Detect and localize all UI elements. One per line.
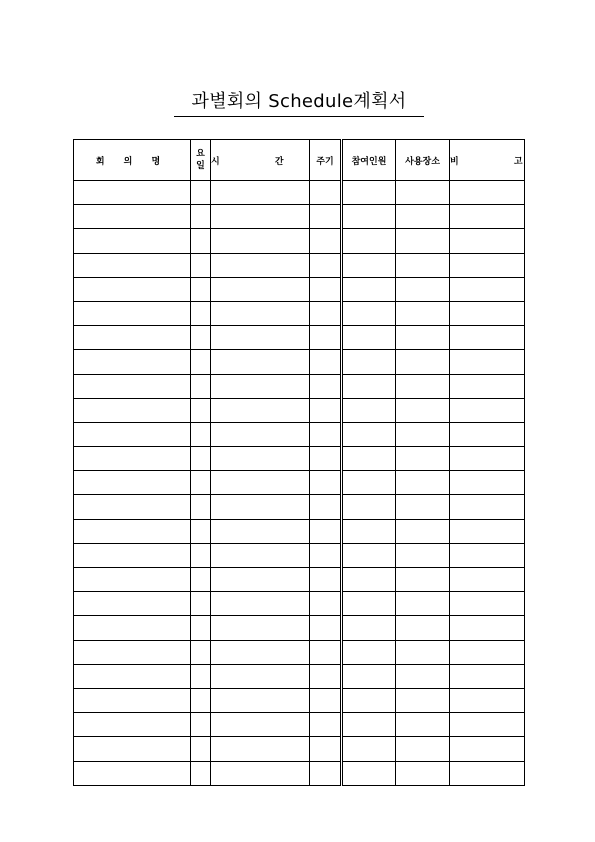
cell-day[interactable]: [191, 592, 211, 616]
table-row: [74, 326, 525, 350]
cell-attendees[interactable]: [342, 398, 396, 422]
cell-remarks[interactable]: [450, 326, 525, 350]
cell-meeting-name[interactable]: [74, 519, 191, 543]
cell-day[interactable]: [191, 495, 211, 519]
table-row: [74, 664, 525, 688]
header-day-top: 요: [196, 149, 205, 159]
cell-day[interactable]: [191, 713, 211, 737]
cell-meeting-name[interactable]: [74, 616, 191, 640]
cell-cycle[interactable]: [310, 616, 342, 640]
cell-cycle[interactable]: [310, 422, 342, 446]
cell-location[interactable]: [396, 543, 450, 567]
table-row: [74, 253, 525, 277]
cell-day[interactable]: [191, 229, 211, 253]
cell-attendees[interactable]: [342, 422, 396, 446]
cell-day[interactable]: [191, 374, 211, 398]
cell-meeting-name[interactable]: [74, 277, 191, 301]
table-row: [74, 398, 525, 422]
cell-time[interactable]: [211, 568, 310, 592]
document-title: 과별회의 Schedule계획서: [174, 89, 424, 117]
cell-meeting-name[interactable]: [74, 495, 191, 519]
cell-attendees[interactable]: [342, 568, 396, 592]
cell-attendees[interactable]: [342, 181, 396, 205]
cell-cycle[interactable]: [310, 229, 342, 253]
cell-day[interactable]: [191, 568, 211, 592]
cell-location[interactable]: [396, 374, 450, 398]
cell-day[interactable]: [191, 519, 211, 543]
table-row: [74, 713, 525, 737]
cell-location[interactable]: [396, 422, 450, 446]
table-row: [74, 229, 525, 253]
cell-time[interactable]: [211, 616, 310, 640]
cell-remarks[interactable]: [450, 616, 525, 640]
cell-remarks[interactable]: [450, 229, 525, 253]
cell-remarks[interactable]: [450, 761, 525, 785]
cell-day[interactable]: [191, 543, 211, 567]
cell-cycle[interactable]: [310, 301, 342, 325]
table-row: [74, 374, 525, 398]
cell-remarks[interactable]: [450, 447, 525, 471]
table-row: [74, 301, 525, 325]
cell-time[interactable]: [211, 737, 310, 761]
table-row: [74, 181, 525, 205]
table-row: [74, 350, 525, 374]
table-row: [74, 471, 525, 495]
cell-day[interactable]: [191, 253, 211, 277]
cell-cycle[interactable]: [310, 495, 342, 519]
cell-cycle[interactable]: [310, 398, 342, 422]
cell-attendees[interactable]: [342, 616, 396, 640]
cell-remarks[interactable]: [450, 592, 525, 616]
cell-attendees[interactable]: [342, 350, 396, 374]
cell-cycle[interactable]: [310, 519, 342, 543]
cell-location[interactable]: [396, 737, 450, 761]
cell-time[interactable]: [211, 519, 310, 543]
table-row: [74, 640, 525, 664]
cell-day[interactable]: [191, 398, 211, 422]
table-row: [74, 543, 525, 567]
cell-cycle[interactable]: [310, 277, 342, 301]
table-header-row: [74, 140, 525, 181]
cell-location[interactable]: [396, 229, 450, 253]
cell-meeting-name[interactable]: [74, 447, 191, 471]
cell-time[interactable]: [211, 326, 310, 350]
cell-remarks[interactable]: [450, 253, 525, 277]
cell-meeting-name[interactable]: [74, 326, 191, 350]
table-row: [74, 495, 525, 519]
cell-meeting-name[interactable]: [74, 664, 191, 688]
header-day-bottom: 일: [196, 161, 205, 171]
cell-time[interactable]: [211, 422, 310, 446]
cell-attendees[interactable]: [342, 205, 396, 229]
cell-time[interactable]: [211, 229, 310, 253]
header-meeting-name: 회 의 명: [74, 140, 191, 181]
cell-time[interactable]: [211, 592, 310, 616]
cell-attendees[interactable]: [342, 253, 396, 277]
cell-attendees[interactable]: [342, 277, 396, 301]
cell-meeting-name[interactable]: [74, 471, 191, 495]
cell-attendees[interactable]: [342, 519, 396, 543]
cell-time[interactable]: [211, 277, 310, 301]
cell-remarks[interactable]: [450, 519, 525, 543]
cell-attendees[interactable]: [342, 543, 396, 567]
table-row: [74, 277, 525, 301]
cell-cycle[interactable]: [310, 543, 342, 567]
cell-remarks[interactable]: [450, 181, 525, 205]
cell-remarks[interactable]: [450, 301, 525, 325]
cell-meeting-name[interactable]: [74, 422, 191, 446]
cell-remarks[interactable]: [450, 277, 525, 301]
cell-location[interactable]: [396, 205, 450, 229]
cell-time[interactable]: [211, 398, 310, 422]
cell-meeting-name[interactable]: [74, 253, 191, 277]
cell-time[interactable]: [211, 713, 310, 737]
cell-location[interactable]: [396, 253, 450, 277]
cell-attendees[interactable]: [342, 374, 396, 398]
cell-meeting-name[interactable]: [74, 301, 191, 325]
cell-location[interactable]: [396, 471, 450, 495]
cell-attendees[interactable]: [342, 713, 396, 737]
table-row: [74, 422, 525, 446]
cell-cycle[interactable]: [310, 640, 342, 664]
cell-time[interactable]: [211, 543, 310, 567]
cell-day[interactable]: [191, 737, 211, 761]
cell-cycle[interactable]: [310, 688, 342, 712]
cell-cycle[interactable]: [310, 326, 342, 350]
cell-cycle[interactable]: [310, 181, 342, 205]
cell-remarks[interactable]: [450, 640, 525, 664]
cell-location[interactable]: [396, 519, 450, 543]
cell-meeting-name[interactable]: [74, 640, 191, 664]
cell-remarks[interactable]: [450, 495, 525, 519]
cell-meeting-name[interactable]: [74, 205, 191, 229]
cell-time[interactable]: [211, 205, 310, 229]
cell-attendees[interactable]: [342, 301, 396, 325]
table-body: [74, 181, 525, 786]
cell-time[interactable]: [211, 181, 310, 205]
cell-cycle[interactable]: [310, 447, 342, 471]
cell-meeting-name[interactable]: [74, 374, 191, 398]
cell-location[interactable]: [396, 350, 450, 374]
cell-remarks[interactable]: [450, 543, 525, 567]
table-row: [74, 568, 525, 592]
cell-time[interactable]: [211, 301, 310, 325]
cell-day[interactable]: [191, 471, 211, 495]
cell-remarks[interactable]: [450, 737, 525, 761]
cell-cycle[interactable]: [310, 374, 342, 398]
cell-day[interactable]: [191, 447, 211, 471]
cell-attendees[interactable]: [342, 229, 396, 253]
header-attendees: 참여인원: [342, 140, 396, 181]
cell-time[interactable]: [211, 495, 310, 519]
cell-meeting-name[interactable]: [74, 543, 191, 567]
cell-location[interactable]: [396, 761, 450, 785]
cell-remarks[interactable]: [450, 374, 525, 398]
cell-day[interactable]: [191, 326, 211, 350]
cell-day[interactable]: [191, 277, 211, 301]
cell-cycle[interactable]: [310, 471, 342, 495]
cell-remarks[interactable]: [450, 422, 525, 446]
cell-cycle[interactable]: [310, 592, 342, 616]
cell-remarks[interactable]: [450, 205, 525, 229]
header-cycle: 주기: [310, 140, 342, 181]
table-row: [74, 447, 525, 471]
cell-attendees[interactable]: [342, 688, 396, 712]
cell-meeting-name[interactable]: [74, 592, 191, 616]
cell-cycle[interactable]: [310, 253, 342, 277]
cell-attendees[interactable]: [342, 737, 396, 761]
cell-location[interactable]: [396, 640, 450, 664]
cell-location[interactable]: [396, 301, 450, 325]
cell-location[interactable]: [396, 592, 450, 616]
cell-location[interactable]: [396, 664, 450, 688]
table-row: [74, 205, 525, 229]
cell-day[interactable]: [191, 422, 211, 446]
cell-time[interactable]: [211, 761, 310, 785]
header-remarks: 비 고: [450, 140, 525, 181]
cell-location[interactable]: [396, 495, 450, 519]
cell-location[interactable]: [396, 326, 450, 350]
cell-attendees[interactable]: [342, 471, 396, 495]
table-row: [74, 616, 525, 640]
table-row: [74, 519, 525, 543]
cell-remarks[interactable]: [450, 471, 525, 495]
cell-time[interactable]: [211, 447, 310, 471]
cell-attendees[interactable]: [342, 761, 396, 785]
cell-attendees[interactable]: [342, 640, 396, 664]
cell-attendees[interactable]: [342, 495, 396, 519]
cell-day[interactable]: [191, 761, 211, 785]
header-day: [191, 140, 211, 181]
cell-location[interactable]: [396, 447, 450, 471]
cell-location[interactable]: [396, 568, 450, 592]
cell-meeting-name[interactable]: [74, 568, 191, 592]
cell-location[interactable]: [396, 713, 450, 737]
header-time: 시 간: [211, 140, 310, 181]
cell-day[interactable]: [191, 205, 211, 229]
cell-time[interactable]: [211, 374, 310, 398]
cell-remarks[interactable]: [450, 568, 525, 592]
cell-meeting-name[interactable]: [74, 688, 191, 712]
cell-location[interactable]: [396, 688, 450, 712]
cell-cycle[interactable]: [310, 568, 342, 592]
table-row: [74, 737, 525, 761]
cell-cycle[interactable]: [310, 205, 342, 229]
cell-cycle[interactable]: [310, 664, 342, 688]
cell-day[interactable]: [191, 688, 211, 712]
cell-location[interactable]: [396, 277, 450, 301]
cell-cycle[interactable]: [310, 737, 342, 761]
cell-meeting-name[interactable]: [74, 229, 191, 253]
header-location: 사용장소: [396, 140, 450, 181]
cell-remarks[interactable]: [450, 688, 525, 712]
cell-attendees[interactable]: [342, 326, 396, 350]
cell-meeting-name[interactable]: [74, 737, 191, 761]
cell-location[interactable]: [396, 181, 450, 205]
cell-remarks[interactable]: [450, 350, 525, 374]
cell-day[interactable]: [191, 301, 211, 325]
cell-day[interactable]: [191, 640, 211, 664]
cell-location[interactable]: [396, 616, 450, 640]
cell-attendees[interactable]: [342, 447, 396, 471]
cell-day[interactable]: [191, 350, 211, 374]
cell-attendees[interactable]: [342, 592, 396, 616]
cell-day[interactable]: [191, 664, 211, 688]
cell-remarks[interactable]: [450, 664, 525, 688]
cell-meeting-name[interactable]: [74, 181, 191, 205]
cell-meeting-name[interactable]: [74, 761, 191, 785]
cell-time[interactable]: [211, 664, 310, 688]
table-row: [74, 592, 525, 616]
cell-time[interactable]: [211, 253, 310, 277]
cell-time[interactable]: [211, 688, 310, 712]
cell-attendees[interactable]: [342, 664, 396, 688]
cell-day[interactable]: [191, 181, 211, 205]
cell-remarks[interactable]: [450, 713, 525, 737]
schedule-table: [73, 139, 549, 786]
table-row: [74, 761, 525, 785]
table-row: [74, 688, 525, 712]
cell-cycle[interactable]: [310, 713, 342, 737]
cell-remarks[interactable]: [450, 398, 525, 422]
cell-cycle[interactable]: [310, 350, 342, 374]
cell-day[interactable]: [191, 616, 211, 640]
cell-location[interactable]: [396, 398, 450, 422]
cell-meeting-name[interactable]: [74, 398, 191, 422]
cell-meeting-name[interactable]: [74, 350, 191, 374]
cell-meeting-name[interactable]: [74, 713, 191, 737]
cell-time[interactable]: [211, 640, 310, 664]
cell-time[interactable]: [211, 350, 310, 374]
cell-time[interactable]: [211, 471, 310, 495]
cell-cycle[interactable]: [310, 761, 342, 785]
